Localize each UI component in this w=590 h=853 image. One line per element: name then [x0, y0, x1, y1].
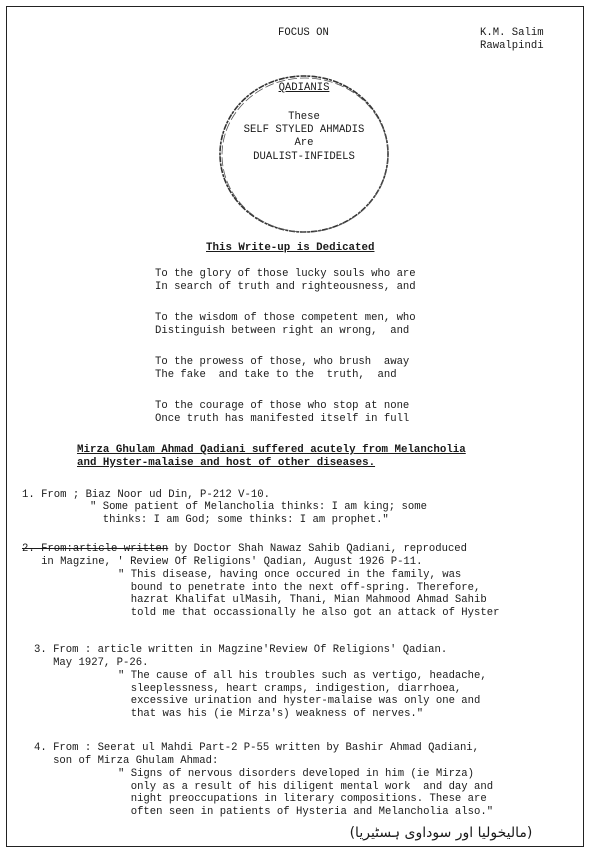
emblem-line: These: [288, 111, 320, 123]
handwritten-annotation: [310, 823, 572, 845]
circle-emblem: [210, 68, 398, 238]
reference-quote: [90, 501, 427, 526]
reference-source: [34, 644, 447, 669]
source-line: son of Mirza Ghulam Ahmad:: [34, 754, 219, 767]
quote-line: bound to penetrate into the next off-spring. Therefore,: [118, 581, 481, 594]
reference-quote: [118, 670, 487, 720]
dedication-stanza: [155, 356, 409, 382]
quote-line: night preoccupations in literary compositions. These are: [118, 793, 487, 806]
quote-line: excessive urination and hyster-malaise was only one and: [118, 695, 481, 708]
stanza-line: To the glory of those lucky souls who are: [155, 268, 416, 280]
stanza-line: Distinguish between right an wrong, and: [155, 324, 410, 337]
handwritten-note-text: (مالیخولیا اور سوداوی ہسٹیریا): [349, 825, 533, 841]
stanza-line: To the prowess of those, who brush away: [155, 356, 410, 368]
quote-line: " This disease, having once occured in the family, was: [118, 569, 462, 581]
emblem-line: DUALIST-INFIDELS: [253, 151, 355, 163]
reference-source: [22, 543, 467, 568]
quote-line: thinks: I am God; some thinks: I am prophet.": [90, 513, 389, 526]
stanza-line: To the wisdom of those competent men, who: [155, 312, 416, 324]
emblem-title: QADIANIS: [278, 82, 330, 94]
quote-line: hazrat Khalifat ulMasih, Thani, Mian Mahmood Ahmad Sahib: [118, 594, 487, 607]
section-heading-line: Mirza Ghulam Ahmad Qadiani suffered acutely from Melancholia: [77, 444, 466, 456]
source-line: 4. From : Seerat ul Mahdi Part-2 P-55 written by Bashir Ahmad Qadiani,: [34, 742, 480, 754]
source-line: May 1927, P-26.: [34, 656, 149, 669]
quote-line: " The cause of all his troubles such as vertigo, headache,: [118, 670, 487, 682]
dedication-stanza: [155, 400, 409, 426]
quote-line: only as a result of his diligent mental work and day and: [118, 780, 494, 793]
focus-label: FOCUS ON: [278, 27, 329, 39]
dedication-stanza: [155, 312, 416, 338]
source-line: in Magzine, ' Review Of Religions' Qadian, August 1926 P-11.: [22, 555, 423, 568]
quote-line: often seen in patients of Hysteria and Melancholia also.": [118, 805, 494, 818]
quote-line: " Signs of nervous disorders developed in him (ie Mirza): [118, 768, 475, 780]
dedication-stanza: [155, 268, 416, 294]
struck-text: 2. From:article written: [22, 543, 169, 555]
author-city: Rawalpindi: [480, 39, 544, 52]
reference-source: 1. From ; Biaz Noor ud Din, P-212 V-10.: [22, 489, 270, 501]
reference-source: [34, 742, 479, 767]
quote-line: that was his (ie Mirza's) weakness of nerves.": [118, 707, 424, 720]
author-block: [480, 27, 544, 52]
stanza-line: To the courage of those who stop at none: [155, 400, 410, 412]
source-line: by Doctor Shah Nawaz Sahib Qadiani, reproduced: [174, 543, 468, 555]
quote-line: told me that occassionally he also got an attack of Hyster: [118, 606, 500, 619]
section-heading: [77, 444, 466, 470]
stanza-line: Once truth has manifested itself in full: [155, 412, 410, 425]
section-heading-line: and Hyster-malaise and host of other diseases.: [77, 457, 376, 469]
author-name: K.M. Salim: [480, 27, 544, 39]
source-line: 3. From : article written in Magzine'Review Of Religions' Qadian.: [34, 644, 448, 656]
reference-quote: [118, 569, 499, 619]
emblem-line: Are: [294, 137, 314, 149]
dedication-heading: This Write-up is Dedicated: [206, 242, 375, 254]
quote-line: " Some patient of Melancholia thinks: I am king; some: [90, 501, 427, 513]
stanza-line: The fake and take to the truth, and: [155, 368, 397, 381]
emblem-line: SELF STYLED AHMADIS: [243, 124, 365, 136]
quote-line: sleeplessness, heart cramps, indigestion, diarrhoea,: [118, 682, 462, 695]
stanza-line: In search of truth and righteousness, and: [155, 280, 416, 293]
reference-quote: [118, 768, 493, 818]
